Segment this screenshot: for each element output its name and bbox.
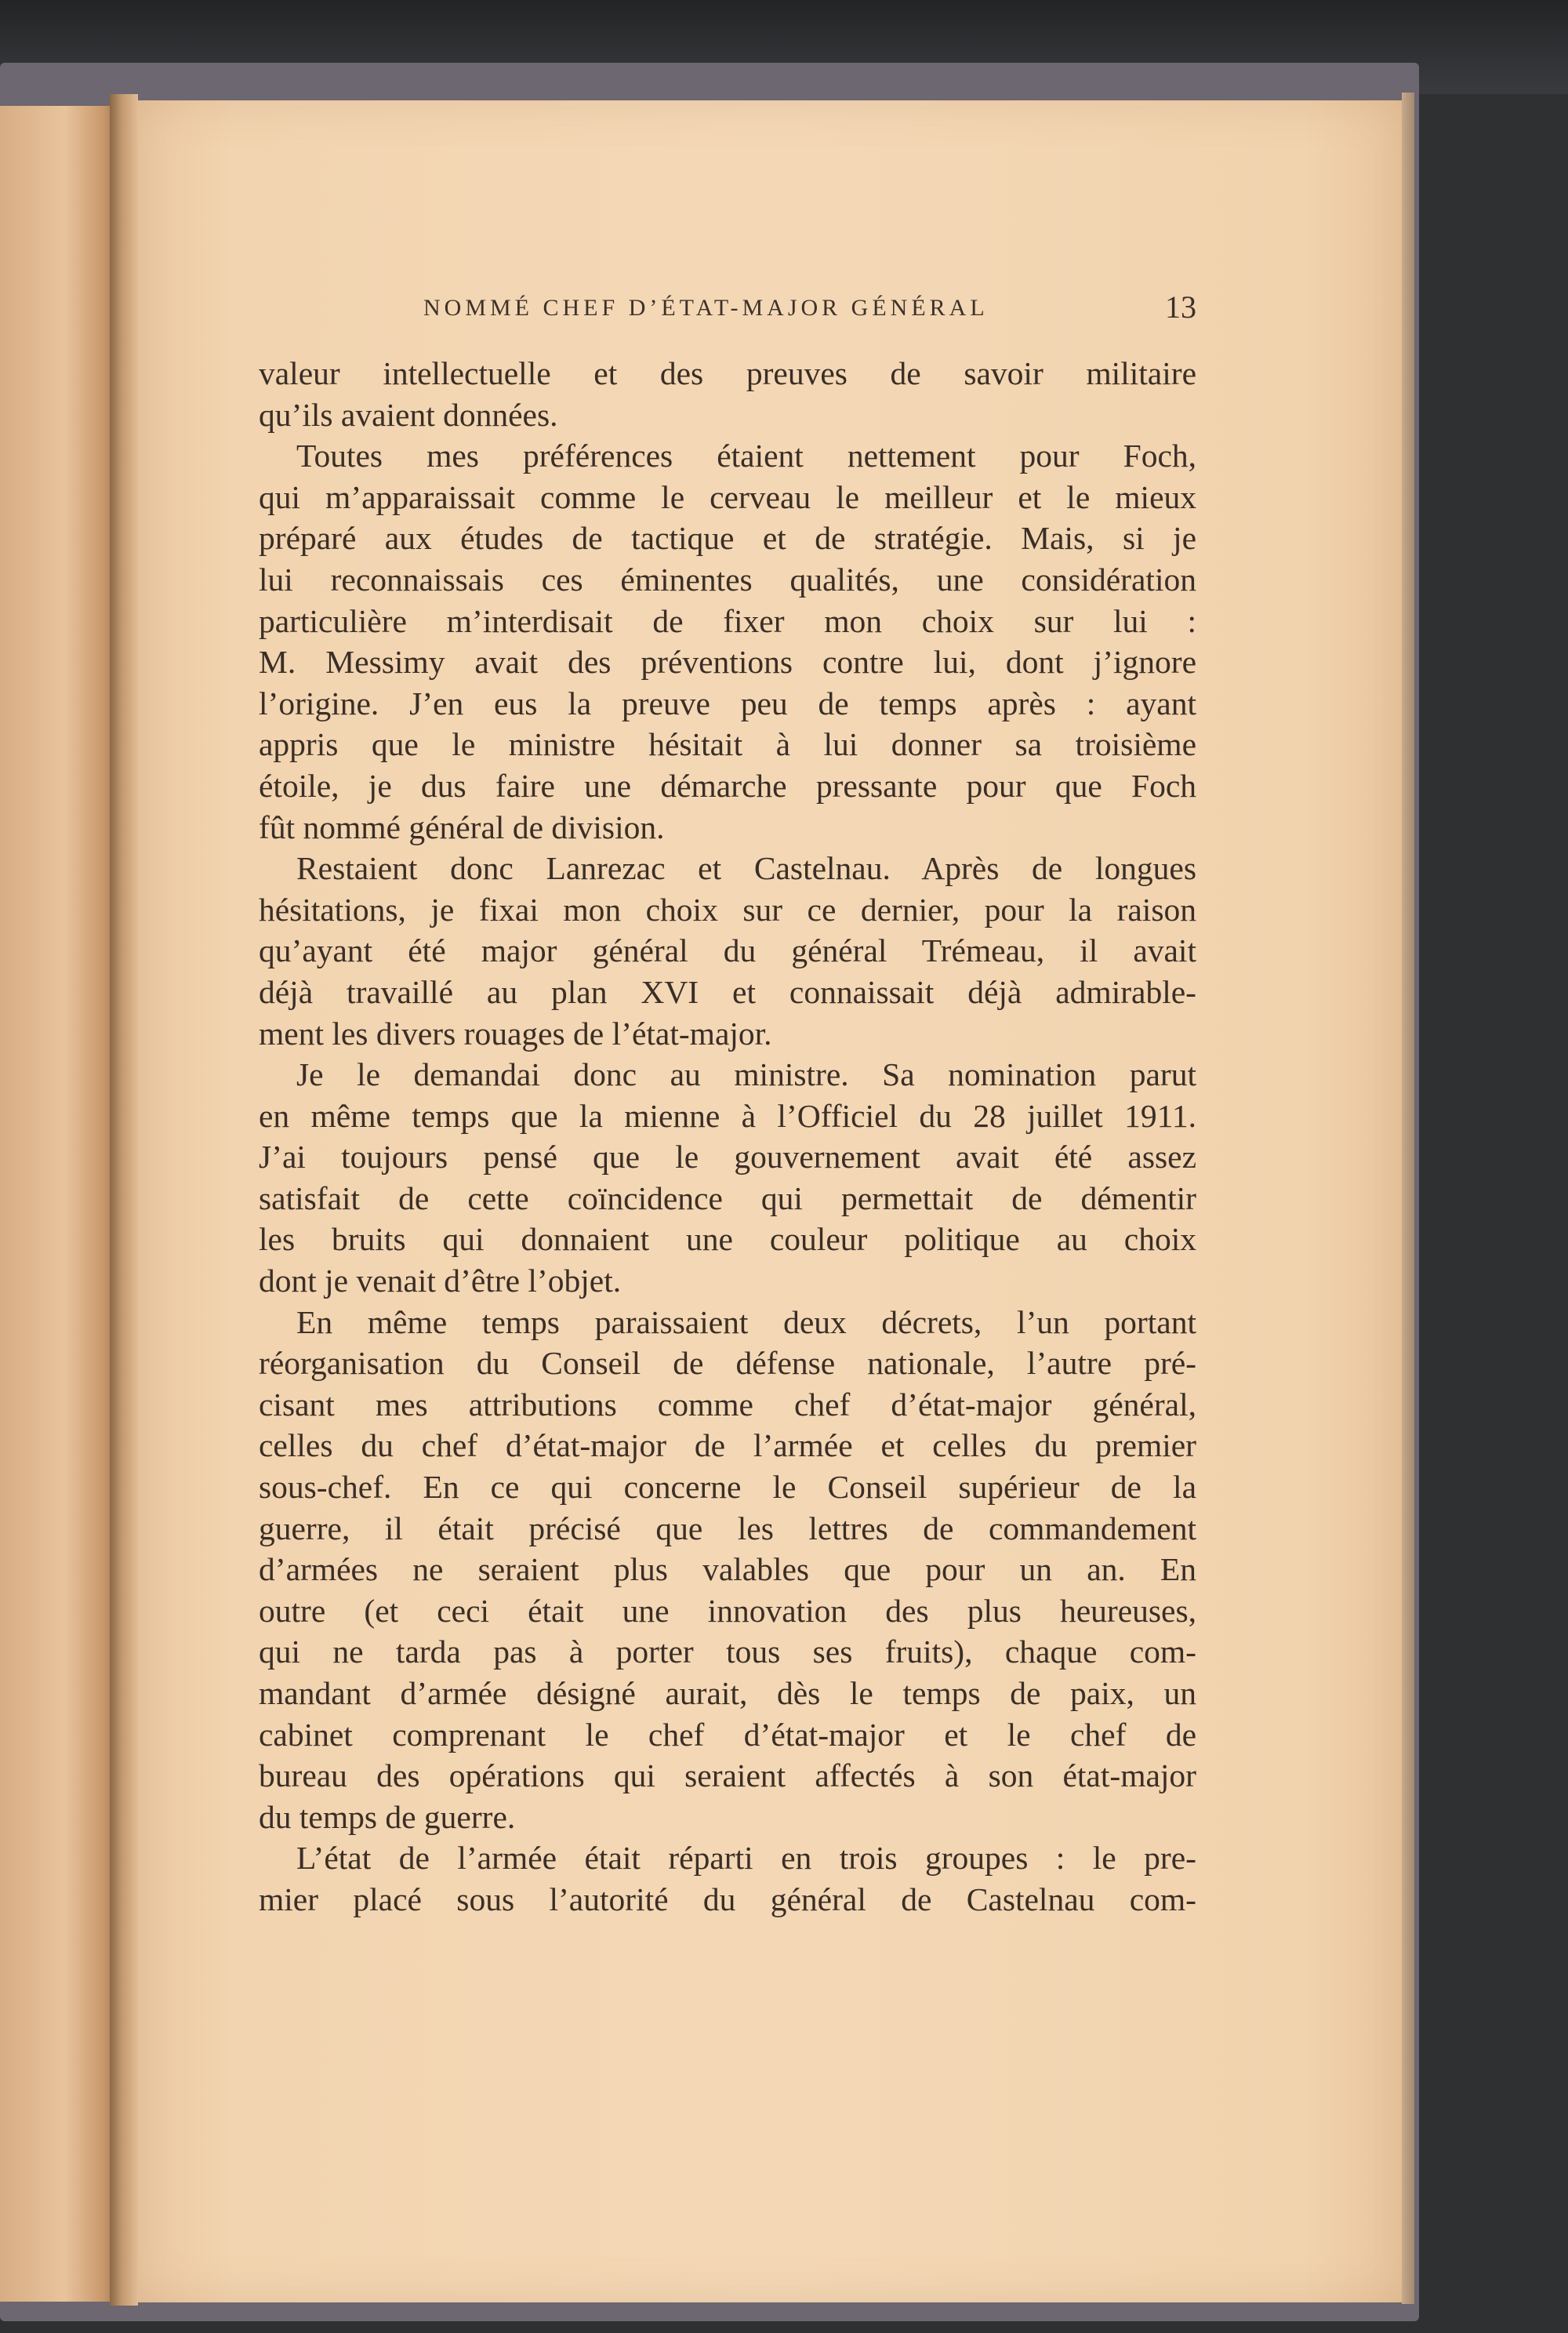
left-page-edge xyxy=(0,106,118,2302)
text-line: réorganisation du Conseil de défense nationale, l’autre pré- xyxy=(259,1345,1196,1382)
text-line: préparé aux études de tactique et de stratégie. Mais, si je xyxy=(259,520,1196,557)
text-line: étoile, je dus faire une démarche pressante pour que Foch xyxy=(259,767,1196,804)
text-line: dont je venait d’être l’objet. xyxy=(259,1263,622,1299)
text-line: sous-chef. En ce qui concerne le Conseil supérieur de la xyxy=(259,1469,1196,1506)
text-line: du temps de guerre. xyxy=(259,1798,516,1835)
text-line: ment les divers rouages de l’état-major. xyxy=(259,1015,772,1052)
text-line: appris que le ministre hésitait à lui donner sa troisième xyxy=(259,726,1196,763)
text-line: Je le demandai donc au ministre. Sa nomination parut xyxy=(296,1056,1196,1093)
text-line: mandant d’armée désigné aurait, dès le temps de paix, un xyxy=(259,1675,1196,1711)
text-line: en même temps que la mienne à l’Officiel du 28 juillet 1911. xyxy=(259,1097,1196,1134)
text-line: cisant mes attributions comme chef d’état-major général, xyxy=(259,1386,1196,1423)
text-line: déjà travaillé au plan XVI et connaissait déjà admirable- xyxy=(259,973,1196,1010)
text-line: L’état de l’armée était réparti en trois groupes : le pre- xyxy=(296,1840,1196,1877)
text-line: fût nommé général de division. xyxy=(259,809,665,845)
text-line: l’origine. J’en eus la preuve peu de temps après : ayant xyxy=(259,685,1196,721)
text-line: hésitations, je fixai mon choix sur ce dernier, pour la raison xyxy=(259,891,1196,928)
text-line: En même temps paraissaient deux décrets, l’un portant xyxy=(296,1303,1196,1340)
running-head xyxy=(259,289,1196,328)
text-line: les bruits qui donnaient une couleur politique au choix xyxy=(259,1221,1196,1258)
text-line: satisfait de cette coïncidence qui permettait de démentir xyxy=(259,1179,1196,1216)
text-line: mier placé sous l’autorité du général de Castelnau com- xyxy=(259,1881,1196,1917)
page-number: 13 xyxy=(1165,289,1196,325)
text-line: M. Messimy avait des préventions contre lui, dont j’ignore xyxy=(259,644,1196,681)
text-line: bureau des opérations qui seraient affectés à son état-major xyxy=(259,1757,1196,1794)
text-line: outre (et ceci était une innovation des plus heureuses, xyxy=(259,1592,1196,1629)
text-line: lui reconnaissais ces éminentes qualités, une considération xyxy=(259,561,1196,598)
text-line: particulière m’interdisait de fixer mon choix sur lui : xyxy=(259,602,1196,639)
text-line: celles du chef d’état-major de l’armée et celles du premier xyxy=(259,1427,1196,1464)
body-text xyxy=(259,353,1196,1921)
text-line: Toutes mes préférences étaient nettement pour Foch, xyxy=(296,438,1196,474)
text-line: qui m’apparaissait comme le cerveau le meilleur et le mieux xyxy=(259,478,1196,515)
text-line: cabinet comprenant le chef d’état-major et le chef de xyxy=(259,1716,1196,1753)
text-line: qu’ils avaient données. xyxy=(259,396,558,433)
text-line: guerre, il était précisé que les lettres de commandement xyxy=(259,1510,1196,1546)
page-fore-edge xyxy=(1402,93,1414,2304)
text-line: valeur intellectuelle et des preuves de savoir militaire xyxy=(259,355,1196,391)
text-line: qu’ayant été major général du général Trémeau, il avait xyxy=(259,932,1196,969)
text-line: d’armées ne seraient plus valables que pour un an. En xyxy=(259,1551,1196,1588)
book-gutter xyxy=(110,94,138,2306)
text-line: J’ai toujours pensé que le gouvernement avait été assez xyxy=(259,1139,1196,1176)
text-line: Restaient donc Lanrezac et Castelnau. Après de longues xyxy=(296,850,1196,887)
text-line: qui ne tarda pas à porter tous ses fruits), chaque com- xyxy=(259,1633,1196,1670)
running-title: NOMMÉ CHEF D’ÉTAT-MAJOR GÉNÉRAL xyxy=(423,295,989,321)
